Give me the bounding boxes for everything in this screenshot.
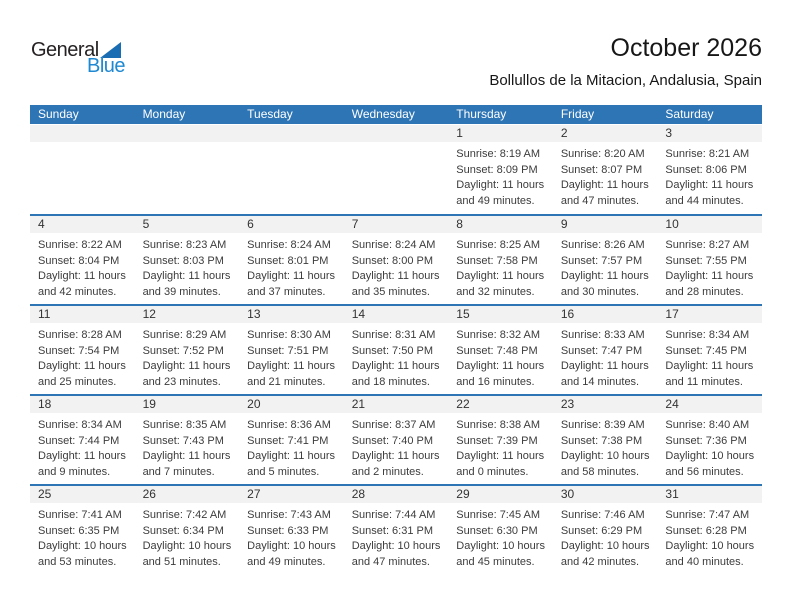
day-cell-3	[657, 125, 762, 214]
day-cell-17	[657, 306, 762, 394]
sunset-text: Sunset: 6:35 PM	[38, 524, 120, 537]
sunrise-text: Sunrise: 8:24 AM	[247, 239, 331, 251]
daylight-text-line2: and 35 minutes.	[351, 285, 430, 298]
sunset-text: Sunset: 7:39 PM	[456, 434, 538, 447]
calendar-body	[30, 125, 762, 574]
title-block	[489, 34, 762, 89]
day-cell-4	[30, 216, 135, 304]
daylight-text-line1: Daylight: 11 hours	[456, 270, 545, 282]
day-cell-1	[448, 125, 553, 214]
day-cell-14	[344, 306, 449, 394]
daylight-text-line1: Daylight: 11 hours	[38, 360, 126, 372]
daylight-text-line1: Daylight: 10 hours	[142, 540, 232, 552]
sunrise-text: Sunrise: 8:24 AM	[351, 239, 436, 251]
day-number: 16	[560, 307, 575, 321]
sunrise-text: Sunrise: 7:45 AM	[456, 509, 541, 521]
daylight-text-line2: and 5 minutes.	[247, 465, 320, 478]
day-info	[448, 323, 553, 390]
day-number: 2	[560, 126, 568, 140]
day-number: 12	[142, 307, 156, 321]
daylight-text-line1: Daylight: 11 hours	[665, 179, 754, 191]
daylight-text-line1: Daylight: 10 hours	[665, 540, 755, 552]
day-cell-28	[344, 486, 449, 574]
daylight-text-line2: and 49 minutes.	[456, 194, 535, 207]
sunrise-text: Sunrise: 8:37 AM	[351, 419, 436, 431]
day-cell-16	[553, 306, 658, 394]
day-number: 13	[247, 307, 261, 321]
sunset-text: Sunset: 7:48 PM	[456, 344, 538, 357]
day-cell-31	[657, 486, 762, 574]
sunset-text: Sunset: 7:45 PM	[665, 344, 747, 357]
day-number: 30	[560, 487, 575, 501]
daylight-text-line2: and 18 minutes.	[351, 375, 430, 388]
daylight-text-line2: and 39 minutes.	[142, 285, 221, 298]
weekday-header-monday: Monday	[142, 107, 186, 121]
day-cell-18	[30, 396, 135, 484]
daylight-text-line1: Daylight: 11 hours	[351, 270, 440, 282]
daylight-text-line2: and 49 minutes.	[247, 555, 326, 568]
calendar	[30, 105, 762, 574]
daylight-text-line2: and 47 minutes.	[351, 555, 430, 568]
day-info	[135, 503, 240, 570]
daylight-text-line1: Daylight: 11 hours	[456, 450, 545, 462]
sunrise-text: Sunrise: 7:44 AM	[351, 509, 436, 521]
day-cell-29	[448, 486, 553, 574]
daylight-text-line1: Daylight: 10 hours	[38, 540, 127, 552]
sunrise-text: Sunrise: 7:41 AM	[38, 509, 122, 521]
day-info	[30, 323, 135, 390]
sunset-text: Sunset: 8:06 PM	[665, 163, 747, 176]
sunset-text: Sunset: 8:09 PM	[456, 163, 538, 176]
weekday-header-friday: Friday	[560, 107, 595, 121]
day-cell-21	[344, 396, 449, 484]
sunset-text: Sunset: 6:28 PM	[665, 524, 747, 537]
sunrise-text: Sunrise: 7:47 AM	[665, 509, 750, 521]
sunset-text: Sunset: 7:51 PM	[247, 344, 329, 357]
day-number: 5	[142, 217, 150, 231]
daylight-text-line1: Daylight: 11 hours	[560, 270, 649, 282]
sunset-text: Sunset: 6:30 PM	[456, 524, 538, 537]
daylight-text-line2: and 32 minutes.	[456, 285, 535, 298]
daylight-text-line2: and 16 minutes.	[456, 375, 535, 388]
day-cell-15	[448, 306, 553, 394]
day-number: 19	[142, 397, 156, 411]
day-info	[239, 233, 344, 300]
day-info	[448, 142, 553, 209]
day-cell-27	[239, 486, 344, 574]
day-number: 15	[456, 307, 470, 321]
sunset-text: Sunset: 8:04 PM	[38, 254, 120, 267]
day-number: 4	[38, 217, 45, 231]
day-cell-13	[239, 306, 344, 394]
day-cell-12	[135, 306, 240, 394]
day-info	[30, 233, 135, 300]
day-info	[553, 323, 658, 390]
day-number: 24	[665, 397, 679, 411]
daylight-text-line2: and 14 minutes.	[560, 375, 640, 388]
day-info	[553, 413, 658, 480]
day-info	[30, 413, 135, 480]
daylight-text-line2: and 23 minutes.	[142, 375, 221, 388]
daylight-text-line1: Daylight: 10 hours	[560, 450, 650, 462]
sunset-text: Sunset: 8:01 PM	[247, 254, 329, 267]
sunset-text: Sunset: 7:36 PM	[665, 434, 747, 447]
sunset-text: Sunset: 7:41 PM	[247, 434, 329, 447]
weekday-header-tuesday: Tuesday	[247, 107, 293, 121]
daylight-text-line2: and 45 minutes.	[456, 555, 535, 568]
sunset-text: Sunset: 7:54 PM	[38, 344, 120, 357]
day-cell-22	[448, 396, 553, 484]
day-cell-23	[553, 396, 658, 484]
logo-text-general: General	[31, 39, 99, 61]
sunrise-text: Sunrise: 8:21 AM	[665, 148, 750, 160]
day-info	[239, 413, 344, 480]
daylight-text-line2: and 51 minutes.	[142, 555, 221, 568]
day-number: 14	[351, 307, 366, 321]
weekday-header-wednesday: Wednesday	[351, 107, 415, 121]
sunset-text: Sunset: 8:03 PM	[142, 254, 224, 267]
day-info	[135, 323, 240, 390]
day-info	[657, 142, 762, 209]
day-number: 25	[38, 487, 52, 501]
day-cell-6	[239, 216, 344, 304]
daylight-text-line2: and 0 minutes.	[456, 465, 529, 478]
sunrise-text: Sunrise: 8:31 AM	[351, 329, 436, 341]
sunset-text: Sunset: 7:44 PM	[38, 434, 120, 447]
sunrise-text: Sunrise: 8:34 AM	[38, 419, 122, 431]
day-number: 21	[351, 397, 366, 411]
sunset-text: Sunset: 6:34 PM	[142, 524, 224, 537]
day-number: 28	[351, 487, 366, 501]
sunset-text: Sunset: 8:00 PM	[351, 254, 434, 267]
sunrise-text: Sunrise: 8:33 AM	[560, 329, 645, 341]
day-number: 10	[665, 217, 679, 231]
sunset-text: Sunset: 7:57 PM	[560, 254, 643, 267]
day-cell-9	[553, 216, 658, 304]
daylight-text-line2: and 40 minutes.	[665, 555, 744, 568]
week-row-3	[30, 304, 762, 394]
day-info	[657, 323, 762, 390]
day-info	[553, 503, 658, 570]
day-cell-30	[553, 486, 658, 574]
day-info	[344, 413, 449, 480]
day-info	[553, 142, 658, 209]
sunset-text: Sunset: 6:29 PM	[560, 524, 643, 537]
day-info	[239, 503, 344, 570]
day-number: 8	[456, 217, 463, 231]
daylight-text-line2: and 30 minutes.	[560, 285, 640, 298]
day-info	[135, 233, 240, 300]
empty-day-cell	[344, 125, 449, 214]
empty-day-cell	[135, 125, 240, 214]
day-number: 29	[456, 487, 470, 501]
daylight-text-line2: and 21 minutes.	[247, 375, 326, 388]
daylight-text-line2: and 37 minutes.	[247, 285, 326, 298]
sunset-text: Sunset: 7:40 PM	[351, 434, 434, 447]
daylight-text-line2: and 53 minutes.	[38, 555, 117, 568]
daylight-text-line2: and 28 minutes.	[665, 285, 744, 298]
day-number: 7	[351, 217, 359, 231]
sunrise-text: Sunrise: 8:39 AM	[560, 419, 645, 431]
sunrise-text: Sunrise: 8:30 AM	[247, 329, 331, 341]
sunrise-text: Sunrise: 7:46 AM	[560, 509, 645, 521]
sunset-text: Sunset: 7:47 PM	[560, 344, 643, 357]
daylight-text-line1: Daylight: 11 hours	[665, 360, 754, 372]
daylight-text-line1: Daylight: 11 hours	[247, 270, 335, 282]
daylight-text-line2: and 47 minutes.	[560, 194, 640, 207]
daylight-text-line1: Daylight: 11 hours	[247, 450, 335, 462]
sunset-text: Sunset: 8:07 PM	[560, 163, 643, 176]
day-number: 23	[560, 397, 575, 411]
sunrise-text: Sunrise: 8:25 AM	[456, 239, 541, 251]
day-number: 9	[560, 217, 568, 231]
general-blue-logo	[31, 40, 125, 76]
sunset-text: Sunset: 7:52 PM	[142, 344, 224, 357]
daylight-text-line2: and 58 minutes.	[560, 465, 640, 478]
daylight-text-line2: and 42 minutes.	[560, 555, 640, 568]
sunset-text: Sunset: 6:31 PM	[351, 524, 434, 537]
day-cell-25	[30, 486, 135, 574]
week-row-5	[30, 484, 762, 574]
day-number: 3	[665, 126, 673, 140]
weekday-header-thursday: Thursday	[456, 107, 507, 121]
day-number: 26	[142, 487, 156, 501]
daylight-text-line1: Daylight: 11 hours	[351, 450, 440, 462]
sunrise-text: Sunrise: 8:27 AM	[665, 239, 750, 251]
day-number: 6	[247, 217, 254, 231]
sunrise-text: Sunrise: 8:36 AM	[247, 419, 331, 431]
daylight-text-line2: and 42 minutes.	[38, 285, 117, 298]
sunrise-text: Sunrise: 8:35 AM	[142, 419, 227, 431]
calendar-header-row	[30, 105, 762, 124]
day-info	[553, 233, 658, 300]
daylight-text-line1: Daylight: 11 hours	[456, 360, 545, 372]
sunrise-text: Sunrise: 7:42 AM	[142, 509, 227, 521]
day-info	[448, 413, 553, 480]
day-number: 31	[665, 487, 679, 501]
sunrise-text: Sunrise: 8:38 AM	[456, 419, 541, 431]
empty-day-cell	[30, 125, 135, 214]
day-number: 17	[665, 307, 679, 321]
sunset-text: Sunset: 7:50 PM	[351, 344, 434, 357]
day-info	[657, 503, 762, 570]
day-info	[657, 233, 762, 300]
sunrise-text: Sunrise: 8:40 AM	[665, 419, 750, 431]
sunrise-text: Sunrise: 8:26 AM	[560, 239, 645, 251]
sunrise-text: Sunrise: 8:32 AM	[456, 329, 541, 341]
day-number: 1	[456, 126, 463, 140]
daylight-text-line1: Daylight: 10 hours	[351, 540, 441, 552]
day-info	[344, 323, 449, 390]
sunset-text: Sunset: 7:38 PM	[560, 434, 643, 447]
sunset-text: Sunset: 7:43 PM	[142, 434, 224, 447]
day-cell-24	[657, 396, 762, 484]
day-info	[239, 323, 344, 390]
weekday-header-sunday: Sunday	[38, 107, 79, 121]
day-cell-20	[239, 396, 344, 484]
daylight-text-line1: Daylight: 10 hours	[665, 450, 755, 462]
page-subtitle: Bollullos de la Mitacion, Andalusia, Spain	[489, 72, 762, 89]
sunrise-text: Sunrise: 7:43 AM	[247, 509, 331, 521]
sunrise-text: Sunrise: 8:28 AM	[38, 329, 122, 341]
day-info	[448, 233, 553, 300]
sunset-text: Sunset: 7:55 PM	[665, 254, 747, 267]
day-info	[344, 503, 449, 570]
daylight-text-line1: Daylight: 11 hours	[560, 360, 649, 372]
week-row-2	[30, 214, 762, 304]
daylight-text-line2: and 9 minutes.	[38, 465, 111, 478]
daylight-text-line1: Daylight: 11 hours	[351, 360, 440, 372]
daylight-text-line2: and 25 minutes.	[38, 375, 117, 388]
sunset-text: Sunset: 6:33 PM	[247, 524, 329, 537]
daylight-text-line1: Daylight: 11 hours	[38, 270, 126, 282]
day-info	[657, 413, 762, 480]
sunrise-text: Sunrise: 8:29 AM	[142, 329, 227, 341]
week-row-4	[30, 394, 762, 484]
daylight-text-line1: Daylight: 11 hours	[38, 450, 126, 462]
day-cell-11	[30, 306, 135, 394]
weekday-header-saturday: Saturday	[665, 107, 714, 121]
daylight-text-line2: and 11 minutes.	[665, 375, 743, 388]
sunrise-text: Sunrise: 8:22 AM	[38, 239, 122, 251]
day-number: 18	[38, 397, 52, 411]
daylight-text-line1: Daylight: 11 hours	[142, 450, 231, 462]
day-number: 27	[247, 487, 261, 501]
day-info	[135, 413, 240, 480]
daylight-text-line2: and 44 minutes.	[665, 194, 744, 207]
day-info	[30, 503, 135, 570]
logo-text-blue: Blue	[87, 55, 126, 77]
day-cell-5	[135, 216, 240, 304]
daylight-text-line1: Daylight: 10 hours	[247, 540, 336, 552]
empty-day-cell	[239, 125, 344, 214]
daylight-text-line2: and 2 minutes.	[351, 465, 424, 478]
sunrise-text: Sunrise: 8:23 AM	[142, 239, 227, 251]
day-cell-26	[135, 486, 240, 574]
week-row-1	[30, 125, 762, 214]
daylight-text-line1: Daylight: 11 hours	[142, 270, 231, 282]
day-cell-8	[448, 216, 553, 304]
day-cell-7	[344, 216, 449, 304]
day-cell-19	[135, 396, 240, 484]
daylight-text-line1: Daylight: 10 hours	[456, 540, 545, 552]
daylight-text-line1: Daylight: 11 hours	[665, 270, 754, 282]
daylight-text-line1: Daylight: 11 hours	[247, 360, 335, 372]
sunrise-text: Sunrise: 8:19 AM	[456, 148, 541, 160]
daylight-text-line2: and 7 minutes.	[142, 465, 215, 478]
sunset-text: Sunset: 7:58 PM	[456, 254, 538, 267]
day-info	[448, 503, 553, 570]
day-cell-10	[657, 216, 762, 304]
daylight-text-line1: Daylight: 11 hours	[456, 179, 545, 191]
daylight-text-line2: and 56 minutes.	[665, 465, 744, 478]
day-number: 20	[247, 397, 261, 411]
page-title: October 2026	[610, 34, 762, 62]
day-number: 11	[38, 307, 51, 321]
sunrise-text: Sunrise: 8:20 AM	[560, 148, 645, 160]
day-number: 22	[456, 397, 470, 411]
daylight-text-line1: Daylight: 10 hours	[560, 540, 650, 552]
daylight-text-line1: Daylight: 11 hours	[142, 360, 231, 372]
day-cell-2	[553, 125, 658, 214]
sunrise-text: Sunrise: 8:34 AM	[665, 329, 750, 341]
day-info	[344, 233, 449, 300]
daylight-text-line1: Daylight: 11 hours	[560, 179, 649, 191]
